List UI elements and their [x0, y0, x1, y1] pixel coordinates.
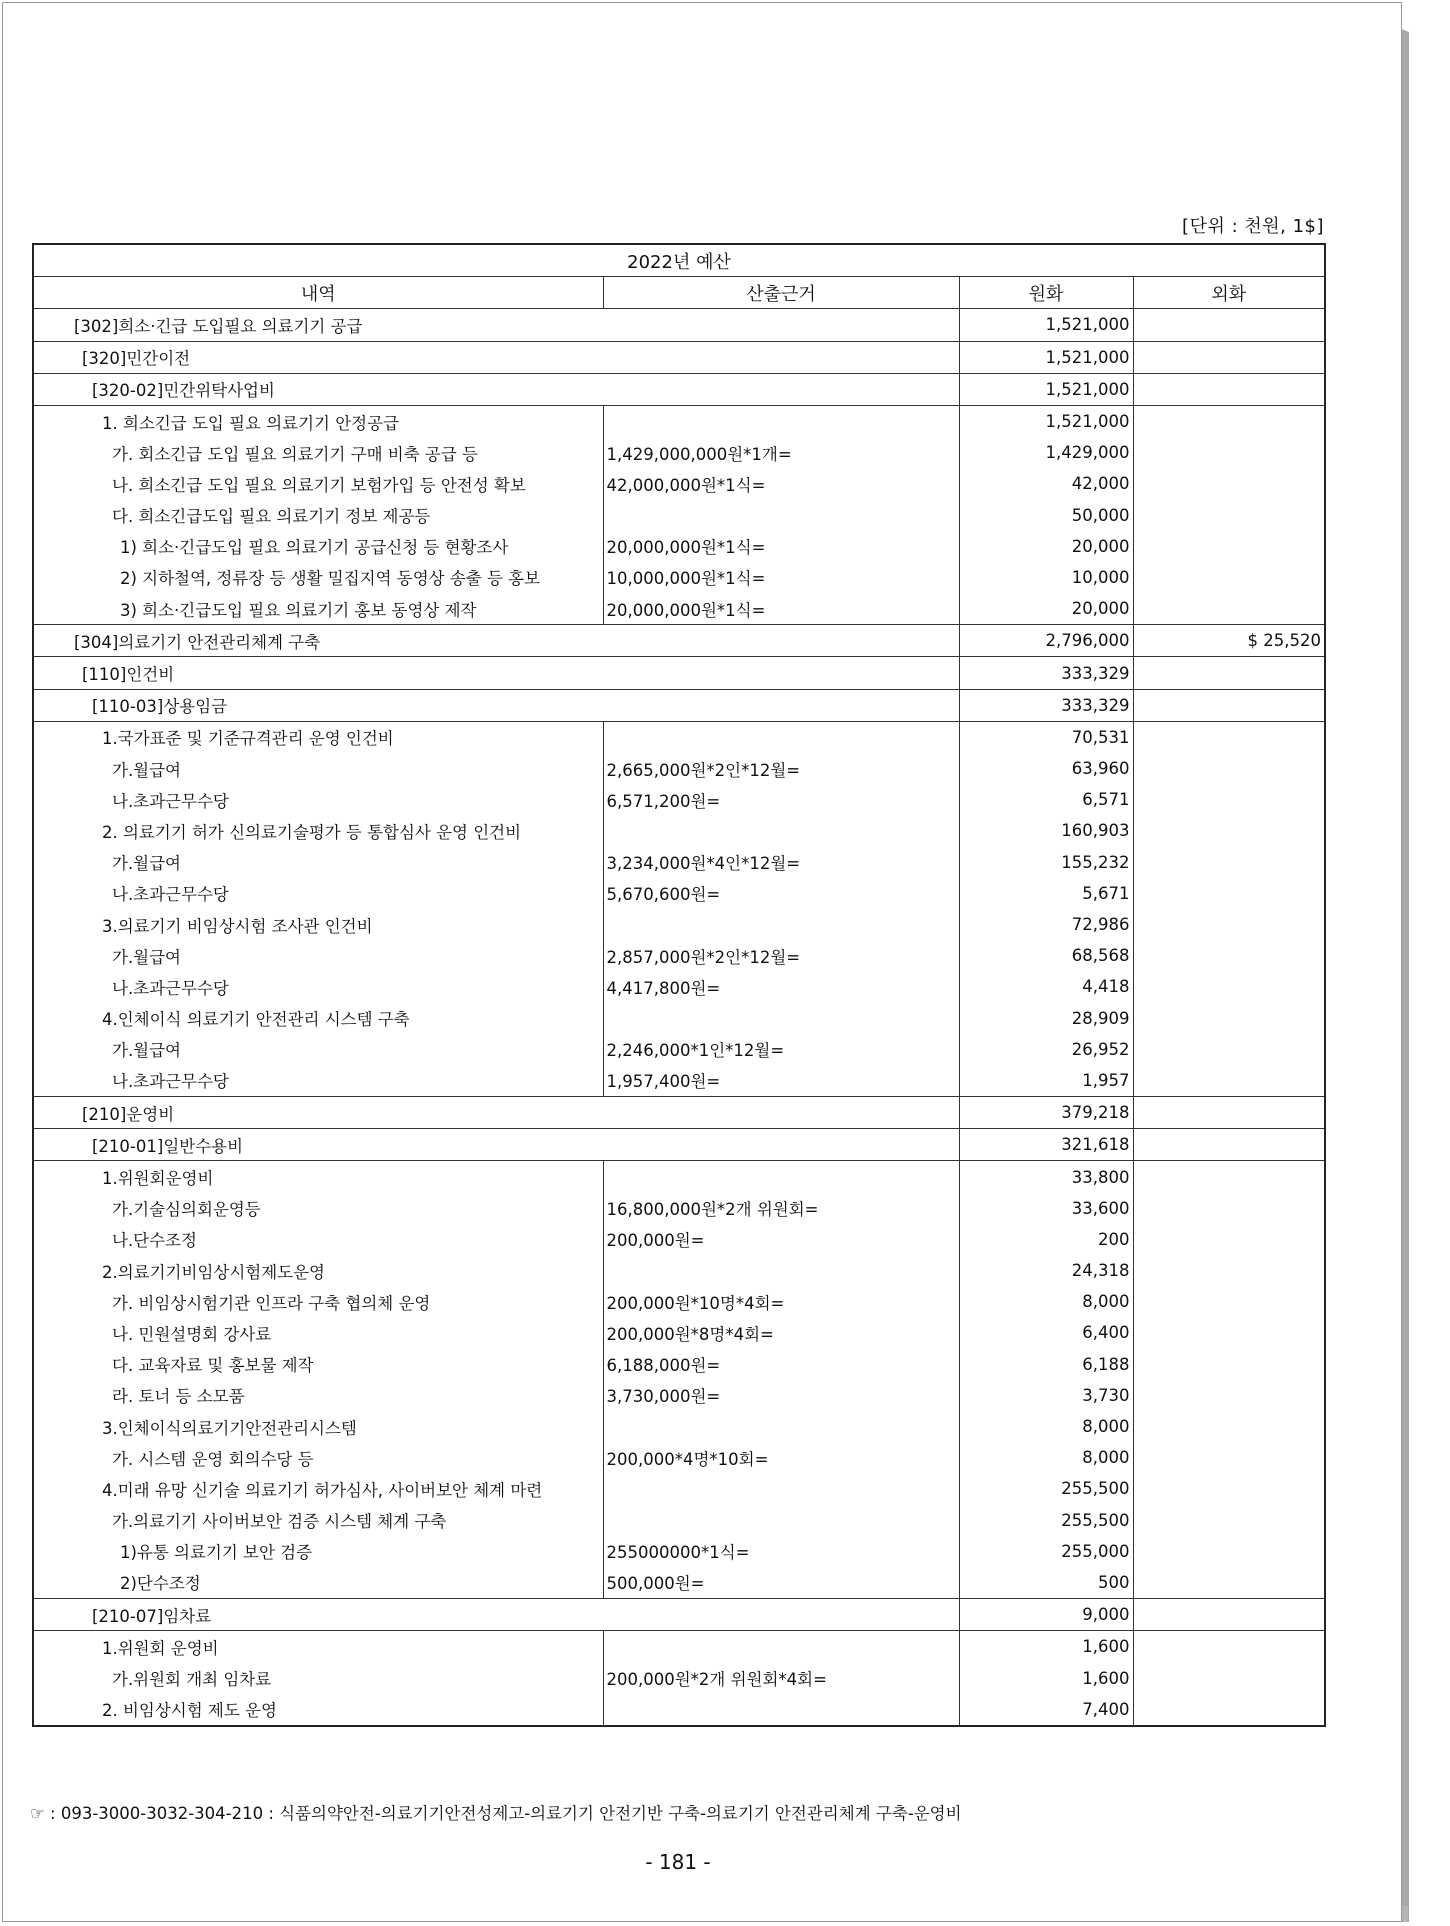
- row-krw: 72,986: [959, 909, 1133, 940]
- table-row: [33, 1694, 1325, 1726]
- table-row: [33, 1003, 1325, 1034]
- row-fx: [1133, 1567, 1325, 1599]
- table-row: [33, 1161, 1325, 1193]
- row-fx: [1133, 1193, 1325, 1224]
- table-row: [33, 1034, 1325, 1065]
- table-row: [33, 1599, 1325, 1631]
- row-fx: [1133, 1034, 1325, 1065]
- row-fx: [1133, 1349, 1325, 1380]
- row-krw: 8,000: [959, 1442, 1133, 1473]
- table-row: [33, 1631, 1325, 1663]
- row-item: 다. 희소긴급도입 필요 의료기기 정보 제공등: [33, 500, 603, 531]
- table-row: [33, 468, 1325, 499]
- row-basis: 3,234,000원*4인*12월=: [603, 847, 959, 878]
- table-row: [33, 753, 1325, 784]
- row-basis: 200,000*4명*10회=: [603, 1442, 959, 1473]
- row-item: 1.국가표준 및 기준규격관리 운영 인건비: [33, 721, 603, 753]
- row-item: 1.위원회운영비: [33, 1161, 603, 1193]
- row-fx: [1133, 1505, 1325, 1536]
- row-item: 가. 회소긴급 도입 필요 의료기기 구매 비축 공급 등: [33, 437, 603, 468]
- table-row: [33, 405, 1325, 437]
- table-row: [33, 1505, 1325, 1536]
- row-item: 2)단수조정: [33, 1567, 603, 1599]
- row-fx: [1133, 1003, 1325, 1034]
- row-item: 가.월급여: [33, 1034, 603, 1065]
- table-title: 2022년 예산: [33, 244, 1325, 277]
- row-krw: 24,318: [959, 1255, 1133, 1286]
- row-item: [320]민간이전: [33, 341, 959, 373]
- row-krw: 5,671: [959, 878, 1133, 909]
- row-basis: [603, 1473, 959, 1504]
- row-item: [304]의료기기 안전관리체계 구축: [33, 625, 959, 657]
- table-row: [33, 815, 1325, 846]
- row-fx: [1133, 1473, 1325, 1504]
- row-basis: 20,000,000원*1식=: [603, 593, 959, 625]
- table-row: [33, 721, 1325, 753]
- row-basis: 2,665,000원*2인*12월=: [603, 753, 959, 784]
- row-krw: 50,000: [959, 500, 1133, 531]
- row-fx: [1133, 1255, 1325, 1286]
- row-fx: [1133, 1224, 1325, 1255]
- row-fx: [1133, 1161, 1325, 1193]
- row-krw: 3,730: [959, 1380, 1133, 1411]
- row-basis: [603, 815, 959, 846]
- row-fx: [1133, 1317, 1325, 1348]
- row-krw: 63,960: [959, 753, 1133, 784]
- row-fx: [1133, 437, 1325, 468]
- row-basis: [603, 1003, 959, 1034]
- row-fx: [1133, 1662, 1325, 1693]
- row-item: 가. 시스템 운영 회의수당 등: [33, 1442, 603, 1473]
- row-krw: 333,329: [959, 657, 1133, 689]
- row-krw: 8,000: [959, 1286, 1133, 1317]
- row-item: 가.월급여: [33, 847, 603, 878]
- row-krw: 1,429,000: [959, 437, 1133, 468]
- row-krw: 6,188: [959, 1349, 1133, 1380]
- row-krw: 9,000: [959, 1599, 1133, 1631]
- table-row: [33, 1317, 1325, 1348]
- row-basis: 20,000,000원*1식=: [603, 531, 959, 562]
- row-item: 4.미래 유망 신기술 의료기기 허가심사, 사이버보안 체계 마련: [33, 1473, 603, 1504]
- row-fx: [1133, 940, 1325, 971]
- row-fx: [1133, 1065, 1325, 1097]
- table-row: [33, 373, 1325, 405]
- row-fx: [1133, 468, 1325, 499]
- row-item: 3.인체이식의료기기안전관리시스템: [33, 1411, 603, 1442]
- row-item: [210-01]일반수용비: [33, 1129, 959, 1161]
- row-item: 3) 희소·긴급도입 필요 의료기기 홍보 동영상 제작: [33, 593, 603, 625]
- row-krw: 155,232: [959, 847, 1133, 878]
- row-basis: [603, 500, 959, 531]
- row-fx: [1133, 1599, 1325, 1631]
- row-fx: [1133, 405, 1325, 437]
- row-fx: [1133, 847, 1325, 878]
- row-krw: 321,618: [959, 1129, 1133, 1161]
- page-number: - 181 -: [645, 1850, 711, 1874]
- row-krw: 20,000: [959, 593, 1133, 625]
- row-basis: 200,000원*2개 위원회*4회=: [603, 1662, 959, 1693]
- table-title-row: [33, 244, 1325, 277]
- table-row: [33, 1065, 1325, 1097]
- row-item: 나.초과근무수당: [33, 1065, 603, 1097]
- row-item: [320-02]민간위탁사업비: [33, 373, 959, 405]
- table-row: [33, 971, 1325, 1002]
- table-row: [33, 1442, 1325, 1473]
- table-row: [33, 625, 1325, 657]
- row-basis: 16,800,000원*2개 위원회=: [603, 1193, 959, 1224]
- column-header-krw: 원화: [959, 277, 1133, 309]
- row-fx: [1133, 1380, 1325, 1411]
- row-basis: [603, 1631, 959, 1663]
- row-fx: [1133, 878, 1325, 909]
- table-row: [33, 657, 1325, 689]
- row-item: 1.위원회 운영비: [33, 1631, 603, 1663]
- row-krw: 1,521,000: [959, 341, 1133, 373]
- row-fx: [1133, 1097, 1325, 1129]
- row-krw: 26,952: [959, 1034, 1133, 1065]
- row-item: 나.초과근무수당: [33, 878, 603, 909]
- row-basis: 200,000원*8명*4회=: [603, 1317, 959, 1348]
- table-row: [33, 500, 1325, 531]
- row-item: 나.초과근무수당: [33, 971, 603, 1002]
- row-krw: 33,800: [959, 1161, 1133, 1193]
- row-item: 나.단수조정: [33, 1224, 603, 1255]
- row-krw: 255,500: [959, 1505, 1133, 1536]
- table-row: [33, 1567, 1325, 1599]
- row-krw: 70,531: [959, 721, 1133, 753]
- row-krw: 1,957: [959, 1065, 1133, 1097]
- row-fx: [1133, 753, 1325, 784]
- table-row: [33, 689, 1325, 721]
- row-krw: 10,000: [959, 562, 1133, 593]
- row-krw: 333,329: [959, 689, 1133, 721]
- row-basis: 200,000원=: [603, 1224, 959, 1255]
- row-fx: [1133, 341, 1325, 373]
- row-basis: 6,571,200원=: [603, 784, 959, 815]
- row-item: [210-07]임차료: [33, 1599, 959, 1631]
- row-basis: 4,417,800원=: [603, 971, 959, 1002]
- unit-label: [단위 : 천원, 1$]: [1182, 216, 1324, 237]
- row-fx: [1133, 689, 1325, 721]
- table-row: [33, 309, 1325, 341]
- row-krw: 68,568: [959, 940, 1133, 971]
- table-row: [33, 1473, 1325, 1504]
- row-basis: 10,000,000원*1식=: [603, 562, 959, 593]
- row-fx: [1133, 531, 1325, 562]
- row-fx: [1133, 1129, 1325, 1161]
- table-row: [33, 1536, 1325, 1567]
- row-basis: 3,730,000원=: [603, 1380, 959, 1411]
- row-krw: 255,000: [959, 1536, 1133, 1567]
- row-basis: [603, 1255, 959, 1286]
- row-krw: 379,218: [959, 1097, 1133, 1129]
- row-basis: 2,246,000*1인*12월=: [603, 1034, 959, 1065]
- table-row: [33, 878, 1325, 909]
- table-row: [33, 1224, 1325, 1255]
- row-basis: 2,857,000원*2인*12월=: [603, 940, 959, 971]
- table-row: [33, 1380, 1325, 1411]
- row-item: 가.의료기기 사이버보안 검증 시스템 체계 구축: [33, 1505, 603, 1536]
- table-row: [33, 784, 1325, 815]
- column-header-fx: 외화: [1133, 277, 1325, 309]
- row-item: 가.위원회 개최 임차료: [33, 1662, 603, 1693]
- table-row: [33, 562, 1325, 593]
- table-row: [33, 341, 1325, 373]
- row-item: 1)유통 의료기기 보안 검증: [33, 1536, 603, 1567]
- row-basis: [603, 1161, 959, 1193]
- table-row: [33, 909, 1325, 940]
- row-basis: [603, 405, 959, 437]
- row-krw: 500: [959, 1567, 1133, 1599]
- row-fx: [1133, 1631, 1325, 1663]
- row-basis: 1,957,400원=: [603, 1065, 959, 1097]
- table-row: [33, 1255, 1325, 1286]
- row-item: 가. 비임상시험기관 인프라 구축 협의체 운영: [33, 1286, 603, 1317]
- row-fx: [1133, 562, 1325, 593]
- row-item: 2. 비임상시험 제도 운영: [33, 1694, 603, 1726]
- row-krw: 255,500: [959, 1473, 1133, 1504]
- row-fx: [1133, 971, 1325, 1002]
- row-fx: [1133, 373, 1325, 405]
- table-row: [33, 940, 1325, 971]
- table-row: [33, 1193, 1325, 1224]
- row-krw: 1,521,000: [959, 373, 1133, 405]
- row-fx: [1133, 1442, 1325, 1473]
- row-item: 2. 의료기기 허가 신의료기술평가 등 통합심사 운영 인건비: [33, 815, 603, 846]
- table-row: [33, 1349, 1325, 1380]
- row-krw: 6,571: [959, 784, 1133, 815]
- row-fx: [1133, 1694, 1325, 1726]
- row-krw: 1,600: [959, 1662, 1133, 1693]
- row-krw: 33,600: [959, 1193, 1133, 1224]
- row-krw: 6,400: [959, 1317, 1133, 1348]
- row-basis: 5,670,600원=: [603, 878, 959, 909]
- row-item: 나. 희소긴급 도입 필요 의료기기 보험가입 등 안전성 확보: [33, 468, 603, 499]
- row-basis: 1,429,000,000원*1개=: [603, 437, 959, 468]
- row-item: [110-03]상용임금: [33, 689, 959, 721]
- table-row: [33, 1286, 1325, 1317]
- table-row: [33, 1411, 1325, 1442]
- row-item: 2) 지하철역, 정류장 등 생활 밀집지역 동영상 송출 등 홍보: [33, 562, 603, 593]
- row-krw: 42,000: [959, 468, 1133, 499]
- row-basis: [603, 909, 959, 940]
- row-krw: 200: [959, 1224, 1133, 1255]
- row-fx: [1133, 1536, 1325, 1567]
- row-krw: 1,521,000: [959, 405, 1133, 437]
- row-basis: [603, 1411, 959, 1442]
- row-item: 나. 민원설명회 강사료: [33, 1317, 603, 1348]
- row-fx: $ 25,520: [1133, 625, 1325, 657]
- row-fx: [1133, 1411, 1325, 1442]
- row-fx: [1133, 500, 1325, 531]
- row-fx: [1133, 593, 1325, 625]
- row-fx: [1133, 309, 1325, 341]
- row-fx: [1133, 909, 1325, 940]
- table-row: [33, 1129, 1325, 1161]
- table-row: [33, 437, 1325, 468]
- row-item: [110]인건비: [33, 657, 959, 689]
- row-item: 나.초과근무수당: [33, 784, 603, 815]
- row-basis: 42,000,000원*1식=: [603, 468, 959, 499]
- row-item: 2.의료기기비임상시험제도운영: [33, 1255, 603, 1286]
- table-header-row: [33, 277, 1325, 309]
- row-basis: [603, 1694, 959, 1726]
- table-row: [33, 847, 1325, 878]
- row-krw: 4,418: [959, 971, 1133, 1002]
- row-fx: [1133, 784, 1325, 815]
- row-fx: [1133, 721, 1325, 753]
- column-header-item: 내역: [33, 277, 603, 309]
- row-item: 가.월급여: [33, 753, 603, 784]
- row-item: [210]운영비: [33, 1097, 959, 1129]
- row-fx: [1133, 815, 1325, 846]
- row-fx: [1133, 1286, 1325, 1317]
- row-krw: 7,400: [959, 1694, 1133, 1726]
- row-krw: 1,521,000: [959, 309, 1133, 341]
- row-item: [302]희소·긴급 도입필요 의료기기 공급: [33, 309, 959, 341]
- row-item: 다. 교육자료 및 홍보물 제작: [33, 1349, 603, 1380]
- row-item: 3.의료기기 비임상시험 조사관 인건비: [33, 909, 603, 940]
- row-krw: 28,909: [959, 1003, 1133, 1034]
- row-krw: 20,000: [959, 531, 1133, 562]
- row-item: 가.기술심의회운영등: [33, 1193, 603, 1224]
- table-row: [33, 1662, 1325, 1693]
- row-item: 라. 토너 등 소모품: [33, 1380, 603, 1411]
- row-krw: 1,600: [959, 1631, 1133, 1663]
- budget-table: [32, 243, 1326, 1727]
- row-krw: 160,903: [959, 815, 1133, 846]
- row-fx: [1133, 657, 1325, 689]
- row-item: 가.월급여: [33, 940, 603, 971]
- column-header-basis: 산출근거: [603, 277, 959, 309]
- row-basis: 6,188,000원=: [603, 1349, 959, 1380]
- row-basis: 255000000*1식=: [603, 1536, 959, 1567]
- row-item: 4.인체이식 의료기기 안전관리 시스템 구축: [33, 1003, 603, 1034]
- footnote: ☞ : 093-3000-3032-304-210 : 식품의약안전-의료기기안전성제고-의료기기 안전기반 구축-의료기기 안전관리체계 구축-운영비: [30, 1804, 962, 1823]
- row-krw: 2,796,000: [959, 625, 1133, 657]
- row-basis: [603, 721, 959, 753]
- row-basis: 200,000원*10명*4회=: [603, 1286, 959, 1317]
- row-basis: 500,000원=: [603, 1567, 959, 1599]
- table-row: [33, 531, 1325, 562]
- row-krw: 8,000: [959, 1411, 1133, 1442]
- table-row: [33, 1097, 1325, 1129]
- row-basis: [603, 1505, 959, 1536]
- row-item: 1. 희소긴급 도입 필요 의료기기 안정공급: [33, 405, 603, 437]
- row-item: 1) 희소·긴급도입 필요 의료기기 공급신청 등 현황조사: [33, 531, 603, 562]
- table-row: [33, 593, 1325, 625]
